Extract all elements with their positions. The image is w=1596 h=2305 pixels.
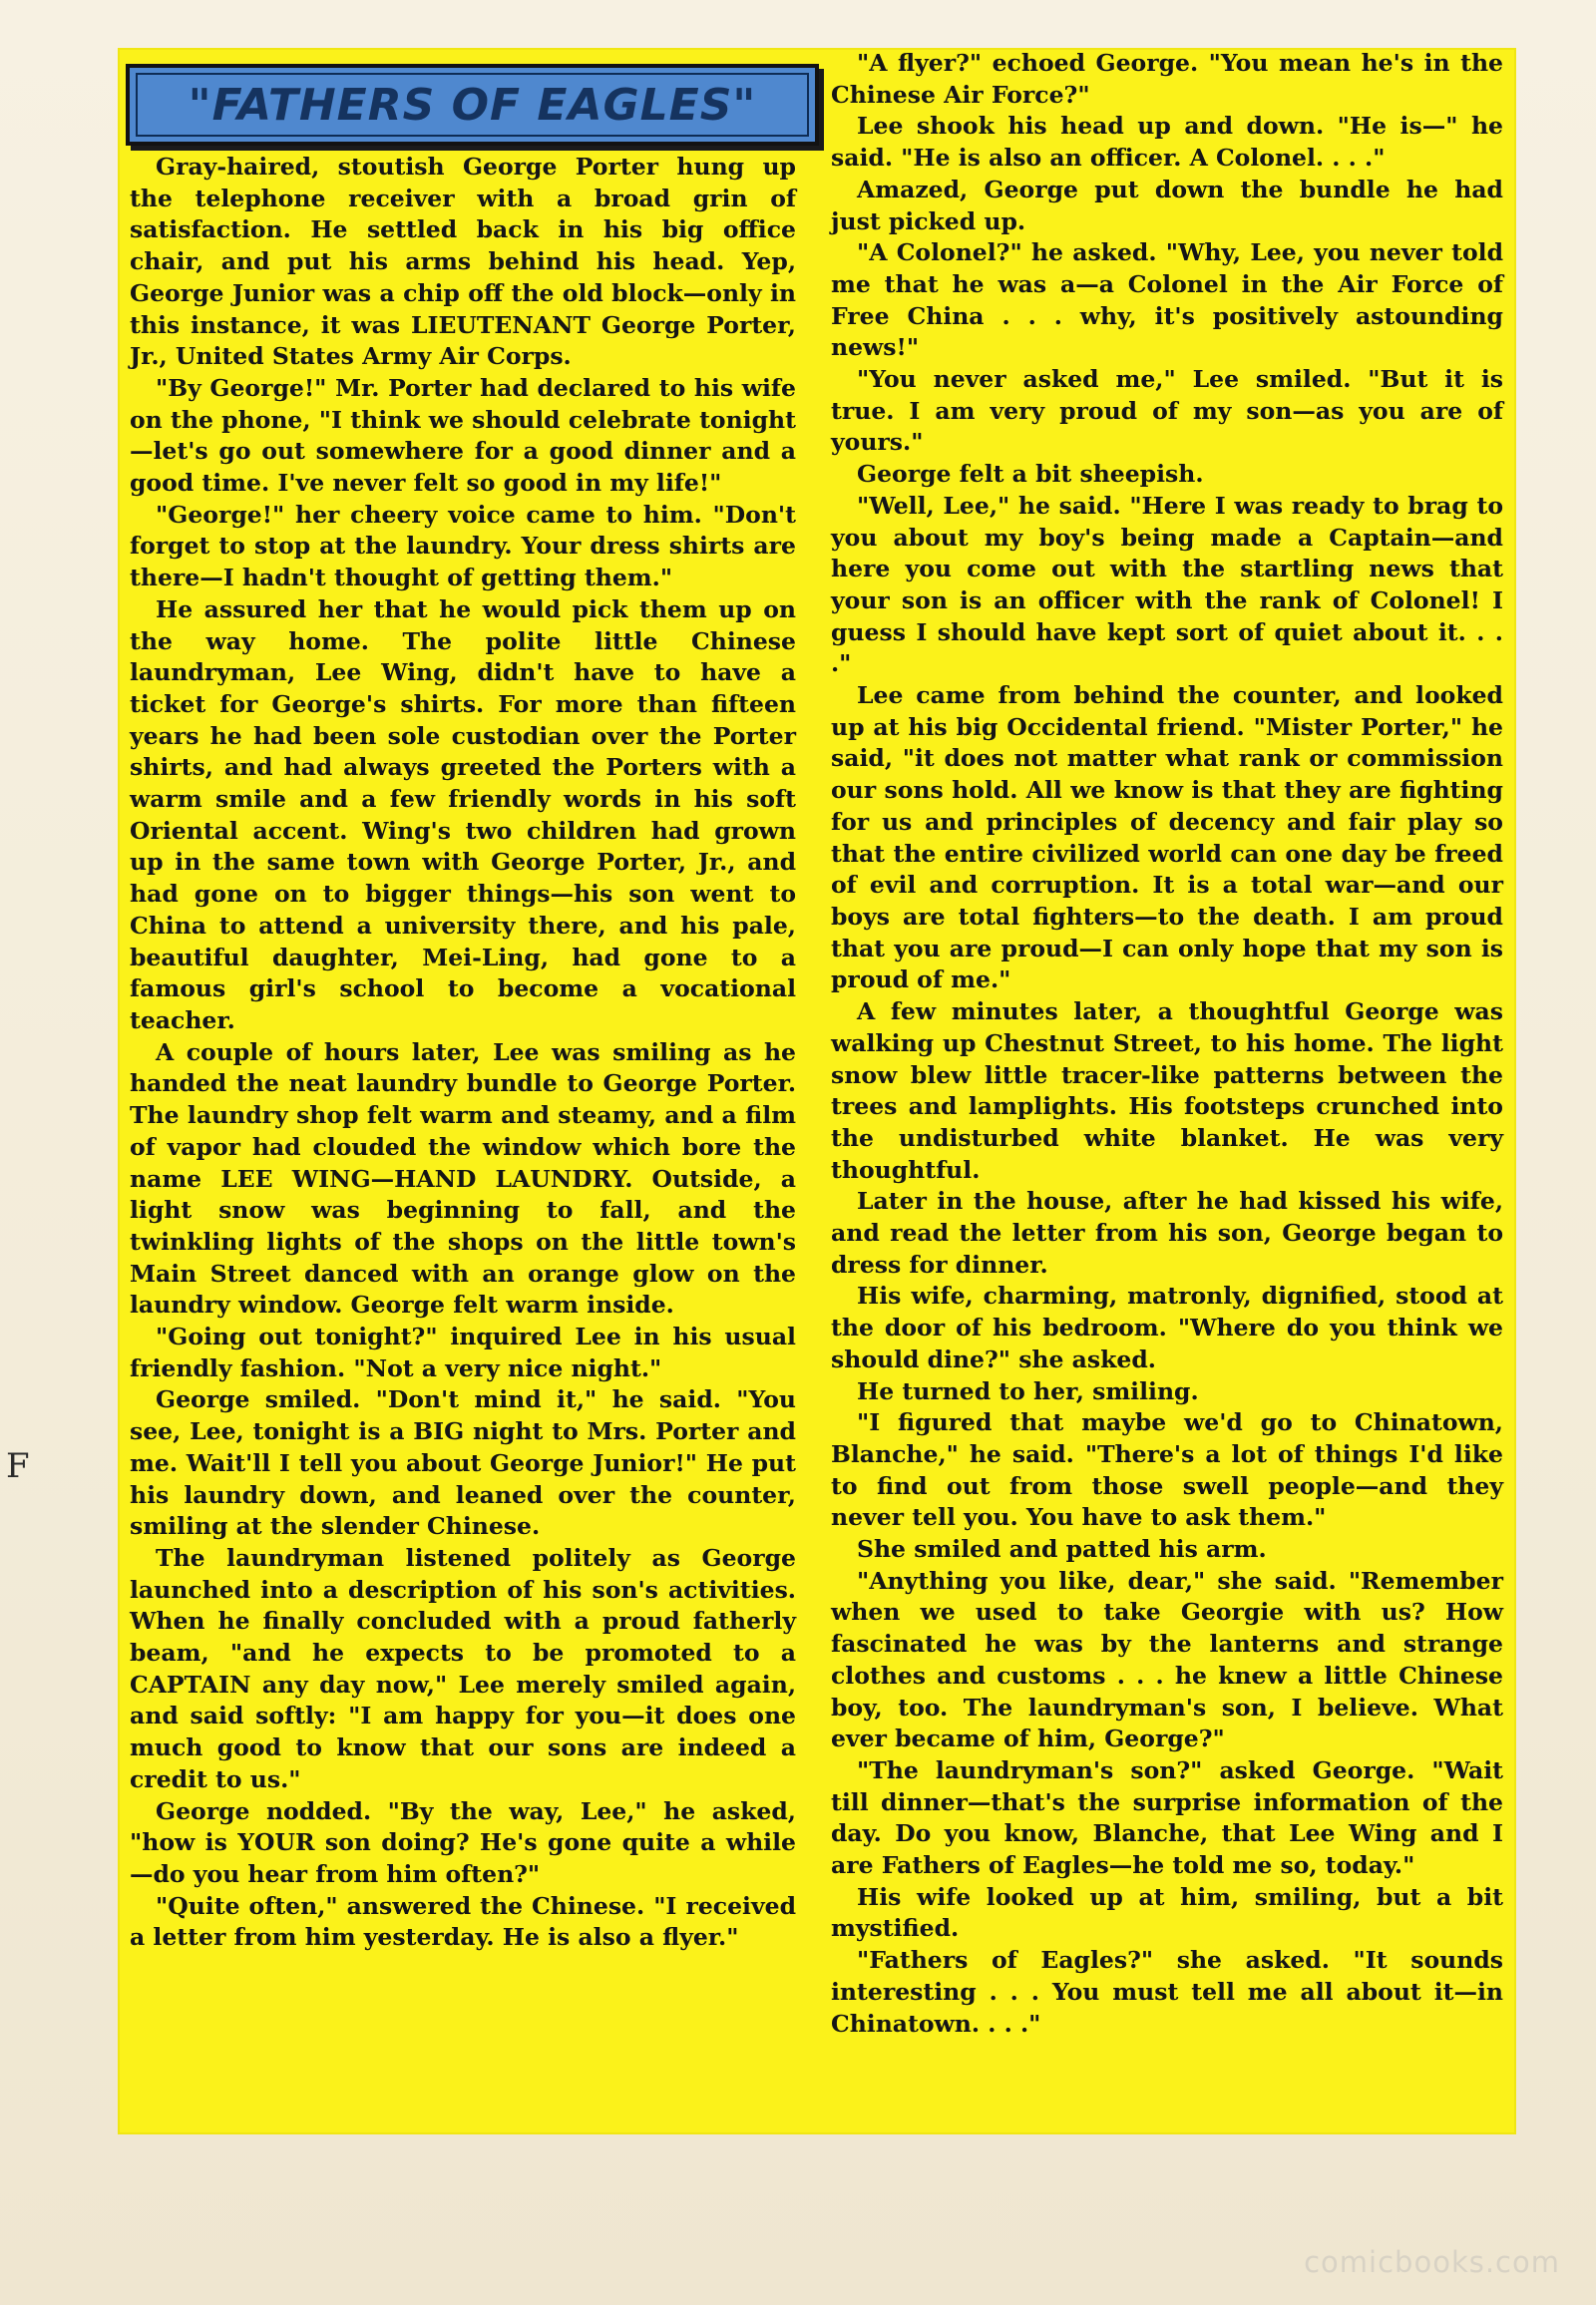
paragraph: "The laundryman's son?" asked George. "Wait till dinner—that's the surprise information of the day. Do you know, Blanche, that Lee Wing and I are Fathers of Eagles—he told me so, today.": [831, 1755, 1503, 1880]
paragraph: "A Colonel?" he asked. "Why, Lee, you never told me that he was a—a Colonel in the Air Force of Free China . . . why, it's positively astounding news!": [831, 238, 1503, 362]
paragraph: He turned to her, smiling.: [857, 1376, 1199, 1405]
paragraph: The laundryman listened politely as George launched into a description of his son's activities. When he finally concluded with a proud fatherly beam, "and he expects to be promoted to a CAPTAIN any day now," Lee merely smiled again, and said softly: "I am happy for you—it does one much good to know that our sons are indeed a credit to us.": [130, 1543, 796, 1793]
story-title: "FATHERS OF EAGLES": [188, 79, 757, 131]
paragraph: She smiled and patted his arm.: [857, 1535, 1267, 1564]
margin-mark: F: [6, 1446, 30, 1486]
paragraph: His wife looked up at him, smiling, but a bit mystified.: [831, 1882, 1503, 1943]
paragraph: Lee came from behind the counter, and looked up at his big Occidental friend. "Mister Porter," he said, "it does not matter what rank or commission our sons hold. All we know is that they are fighting for us and principles of decency and fair play so that the entire civilized world can one day be freed of evil and corruption. It is a total war—and our boys are total fighters—to the death. I am proud that you are proud—I can only hope that my son is proud of me.": [831, 681, 1503, 994]
paragraph: Lee shook his head up and down. "He is—" he said. "He is also an officer. A Colonel. . . .": [831, 112, 1503, 173]
paragraph: "You never asked me," Lee smiled. "But it is true. I am very proud of my son—as you are of yours.": [831, 365, 1503, 457]
paragraph: George felt a bit sheepish.: [857, 460, 1204, 489]
paragraph: Gray-haired, stoutish George Porter hung up the telephone receiver with a broad grin of satisfaction. He settled back in his big office chair, and put his arms behind his head. Yep, George Junior was a chip off the old block—only in this instance, it was LIEUTENANT George Porter, Jr., United States Army Air Corps.: [130, 153, 796, 371]
watermark: comicbooks.com: [1304, 2245, 1560, 2279]
paragraph: "Going out tonight?" inquired Lee in his usual friendly fashion. "Not a very nice night.": [130, 1323, 796, 1382]
paragraph: Amazed, George put down the bundle he had just picked up.: [831, 175, 1503, 235]
right-column: [831, 48, 1503, 2040]
title-box: [126, 64, 819, 146]
paragraph: George nodded. "By the way, Lee," he asked, "how is YOUR son doing? He's gone quite a while—do you hear from him often?": [130, 1796, 796, 1888]
paragraph: Later in the house, after he had kissed his wife, and read the letter from his son, George began to dress for dinner.: [831, 1187, 1503, 1279]
paragraph: "Fathers of Eagles?" she asked. "It sounds interesting . . . You must tell me all about it—in Chinatown. . . .": [831, 1946, 1503, 2038]
paragraph: "By George!" Mr. Porter had declared to his wife on the phone, "I think we should celebrate tonight—let's go out somewhere for a good dinner and a good time. I've never felt so good in my life!": [130, 373, 796, 498]
paragraph: He assured her that he would pick them up on the way home. The polite little Chinese laundryman, Lee Wing, didn't have to have a ticket for George's shirts. For more than fifteen years he had been sole custodian over the Porter shirts, and had always greeted the Porters with a warm smile and a few friendly words in his soft Oriental accent. Wing's two children had grown up in the same town with George Porter, Jr., and had gone on to bigger things—his son went to China to attend a university there, and his pale, beautiful daughter, Mei-Ling, had gone to a famous girl's school to become a vocational teacher.: [130, 594, 796, 1034]
left-column: [130, 152, 796, 1954]
paragraph: "Quite often," answered the Chinese. "I received a letter from him yesterday. He is also a flyer.": [130, 1891, 796, 1952]
paragraph: "Well, Lee," he said. "Here I was ready to brag to you about my boy's being made a Captain—and here you come out with the startling news that your son is an officer with the rank of Colonel! I guess I should have kept sort of quiet about it. . . .": [831, 491, 1503, 678]
paragraph: "Anything you like, dear," she said. "Remember when we used to take Georgie with us? How fascinated he was by the lanterns and strange clothes and customs . . . he knew a little Chinese boy, too. The laundryman's son, I believe. What ever became of him, George?": [831, 1566, 1503, 1753]
paragraph: "George!" her cheery voice came to him. "Don't forget to stop at the laundry. Your dress shirts are there—I hadn't thought of getting them.": [130, 500, 796, 592]
paragraph: George smiled. "Don't mind it," he said. "You see, Lee, tonight is a BIG night to Mrs. Porter and me. Wait'll I tell you about George Junior!" He put his laundry down, and leaned over the counter, smiling at the slender Chinese.: [130, 1385, 796, 1541]
paragraph: A couple of hours later, Lee was smiling as he handed the neat laundry bundle to George Porter. The laundry shop felt warm and steamy, and a film of vapor had clouded the window which bore the name LEE WING—HAND LAUNDRY. Outside, a light snow was beginning to fall, and the twinkling lights of the shops on the little town's Main Street danced with an orange glow on the laundry window. George felt warm inside.: [130, 1037, 796, 1320]
paragraph: A few minutes later, a thoughtful George was walking up Chestnut Street, to his home. The light snow blew little tracer-like patterns between the trees and lamplights. His footsteps crunched into the undisturbed white blanket. He was very thoughtful.: [831, 997, 1503, 1184]
paragraph: His wife, charming, matronly, dignified, stood at the door of his bedroom. "Where do you think we should dine?" she asked.: [831, 1282, 1503, 1373]
paragraph: "A flyer?" echoed George. "You mean he's in the Chinese Air Force?": [831, 49, 1503, 109]
paragraph: "I figured that maybe we'd go to Chinatown, Blanche," he said. "There's a lot of things I'd like to find out from those swell people—and they never tell you. You have to ask them.": [831, 1408, 1503, 1532]
